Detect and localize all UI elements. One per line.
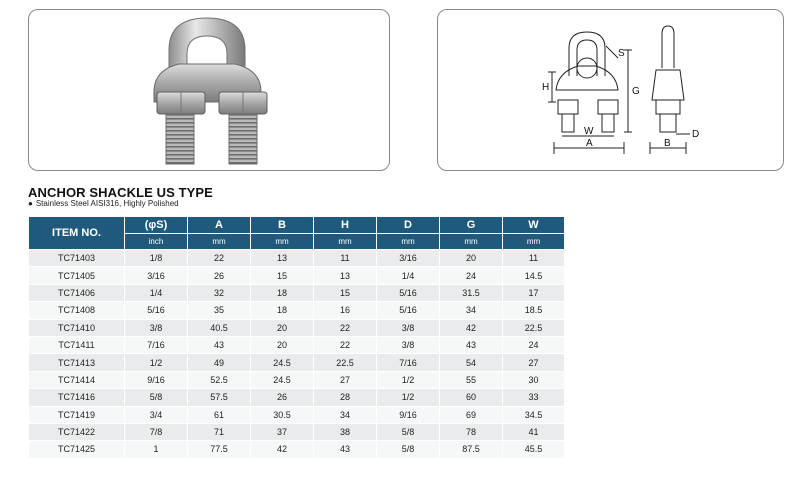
table-cell: 55 bbox=[440, 371, 503, 388]
unit-header: mm bbox=[251, 234, 314, 250]
dim-label-s: S bbox=[618, 48, 625, 59]
table-row bbox=[29, 389, 565, 406]
table-cell: 54 bbox=[440, 354, 503, 371]
table-cell: 34 bbox=[440, 302, 503, 319]
table-cell: 24 bbox=[503, 336, 565, 353]
table-cell: 1/2 bbox=[377, 389, 440, 406]
unit-header: mm bbox=[188, 234, 251, 250]
item-number-cell: TC71405 bbox=[29, 267, 125, 284]
table-cell: 33 bbox=[503, 389, 565, 406]
table-cell: 5/16 bbox=[125, 302, 188, 319]
table-cell: 31.5 bbox=[440, 284, 503, 301]
table-cell: 43 bbox=[440, 336, 503, 353]
column-header: W bbox=[503, 217, 565, 234]
column-header: (φS) bbox=[125, 217, 188, 234]
table-cell: 11 bbox=[503, 250, 565, 267]
table-row bbox=[29, 284, 565, 301]
unit-header: mm bbox=[314, 234, 377, 250]
item-number-cell: TC71419 bbox=[29, 406, 125, 423]
table-cell: 20 bbox=[440, 250, 503, 267]
table-row bbox=[29, 250, 565, 267]
table-cell: 15 bbox=[251, 267, 314, 284]
table-cell: 43 bbox=[188, 336, 251, 353]
dimension-diagram-panel bbox=[437, 9, 784, 171]
table-cell: 27 bbox=[314, 371, 377, 388]
column-header: B bbox=[251, 217, 314, 234]
table-cell: 14.5 bbox=[503, 267, 565, 284]
table-cell: 1/2 bbox=[125, 354, 188, 371]
table-cell: 28 bbox=[314, 389, 377, 406]
table-cell: 78 bbox=[440, 423, 503, 440]
table-cell: 9/16 bbox=[377, 406, 440, 423]
table-cell: 26 bbox=[251, 389, 314, 406]
unit-header: mm bbox=[503, 234, 565, 250]
product-subtitle bbox=[28, 199, 179, 208]
table-cell: 20 bbox=[251, 319, 314, 336]
table-cell: 60 bbox=[440, 389, 503, 406]
item-no-header: ITEM NO. bbox=[29, 217, 125, 250]
table-cell: 1/8 bbox=[125, 250, 188, 267]
table-cell: 20 bbox=[251, 336, 314, 353]
column-header: D bbox=[377, 217, 440, 234]
dim-label-d: D bbox=[692, 129, 700, 140]
table-cell: 30 bbox=[503, 371, 565, 388]
table-cell: 34 bbox=[314, 406, 377, 423]
dim-label-h: H bbox=[542, 82, 550, 93]
table-row bbox=[29, 354, 565, 371]
table-cell: 5/16 bbox=[377, 302, 440, 319]
table-row bbox=[29, 441, 565, 458]
table-row bbox=[29, 336, 565, 353]
column-header: A bbox=[188, 217, 251, 234]
table-cell: 1 bbox=[125, 441, 188, 458]
item-number-cell: TC71422 bbox=[29, 423, 125, 440]
item-number-cell: TC71403 bbox=[29, 250, 125, 267]
table-cell: 18.5 bbox=[503, 302, 565, 319]
table-cell: 30.5 bbox=[251, 406, 314, 423]
item-number-cell: TC71416 bbox=[29, 389, 125, 406]
table-cell: 49 bbox=[188, 354, 251, 371]
table-cell: 7/16 bbox=[125, 336, 188, 353]
table-cell: 22 bbox=[314, 319, 377, 336]
table-cell: 16 bbox=[314, 302, 377, 319]
table-cell: 3/8 bbox=[377, 319, 440, 336]
table-cell: 45.5 bbox=[503, 441, 565, 458]
table-cell: 3/8 bbox=[125, 319, 188, 336]
table-cell: 3/16 bbox=[377, 250, 440, 267]
table-cell: 61 bbox=[188, 406, 251, 423]
table-row bbox=[29, 406, 565, 423]
table-cell: 5/8 bbox=[377, 423, 440, 440]
column-header: G bbox=[440, 217, 503, 234]
table-cell: 22.5 bbox=[503, 319, 565, 336]
table-cell: 5/8 bbox=[125, 389, 188, 406]
table-cell: 3/16 bbox=[125, 267, 188, 284]
table-cell: 42 bbox=[440, 319, 503, 336]
table-cell: 24.5 bbox=[251, 371, 314, 388]
unit-header: mm bbox=[377, 234, 440, 250]
table-cell: 5/8 bbox=[377, 441, 440, 458]
table-row bbox=[29, 302, 565, 319]
table-cell: 57.5 bbox=[188, 389, 251, 406]
item-number-cell: TC71406 bbox=[29, 284, 125, 301]
table-row bbox=[29, 423, 565, 440]
table-cell: 43 bbox=[314, 441, 377, 458]
dim-label-w: W bbox=[584, 126, 594, 137]
bullet-icon: ● bbox=[28, 199, 33, 208]
table-cell: 40.5 bbox=[188, 319, 251, 336]
dim-label-a: A bbox=[586, 138, 593, 149]
table-cell: 24 bbox=[440, 267, 503, 284]
table-cell: 1/4 bbox=[125, 284, 188, 301]
dim-label-g: G bbox=[632, 86, 640, 97]
table-cell: 9/16 bbox=[125, 371, 188, 388]
table-cell: 52.5 bbox=[188, 371, 251, 388]
table-cell: 35 bbox=[188, 302, 251, 319]
table-cell: 5/16 bbox=[377, 284, 440, 301]
dim-label-b: B bbox=[664, 138, 671, 149]
material-description: Stainless Steel AISI316, Highly Polished bbox=[35, 199, 179, 208]
item-number-cell: TC71414 bbox=[29, 371, 125, 388]
item-number-cell: TC71408 bbox=[29, 302, 125, 319]
item-number-cell: TC71413 bbox=[29, 354, 125, 371]
product-photo-panel bbox=[28, 9, 390, 171]
table-cell: 13 bbox=[251, 250, 314, 267]
dimension-drawing bbox=[438, 10, 783, 170]
table-cell: 22 bbox=[188, 250, 251, 267]
column-header: H bbox=[314, 217, 377, 234]
table-cell: 26 bbox=[188, 267, 251, 284]
table-cell: 18 bbox=[251, 302, 314, 319]
item-number-cell: TC71425 bbox=[29, 441, 125, 458]
table-cell: 42 bbox=[251, 441, 314, 458]
table-cell: 7/16 bbox=[377, 354, 440, 371]
table-cell: 1/4 bbox=[377, 267, 440, 284]
product-title: ANCHOR SHACKLE US TYPE bbox=[28, 185, 213, 200]
table-cell: 71 bbox=[188, 423, 251, 440]
table-cell: 41 bbox=[503, 423, 565, 440]
table-cell: 34.5 bbox=[503, 406, 565, 423]
table-cell: 32 bbox=[188, 284, 251, 301]
spec-table bbox=[28, 216, 565, 459]
item-number-cell: TC71411 bbox=[29, 336, 125, 353]
table-cell: 7/8 bbox=[125, 423, 188, 440]
unit-header: mm bbox=[440, 234, 503, 250]
unit-header: inch bbox=[125, 234, 188, 250]
table-cell: 38 bbox=[314, 423, 377, 440]
table-cell: 17 bbox=[503, 284, 565, 301]
table-row bbox=[29, 319, 565, 336]
table-cell: 15 bbox=[314, 284, 377, 301]
table-row bbox=[29, 371, 565, 388]
table-cell: 3/8 bbox=[377, 336, 440, 353]
table-cell: 24.5 bbox=[251, 354, 314, 371]
table-cell: 37 bbox=[251, 423, 314, 440]
table-cell: 3/4 bbox=[125, 406, 188, 423]
wire-rope-clip-photo bbox=[29, 10, 389, 170]
item-number-cell: TC71410 bbox=[29, 319, 125, 336]
table-cell: 18 bbox=[251, 284, 314, 301]
table-cell: 11 bbox=[314, 250, 377, 267]
table-row bbox=[29, 267, 565, 284]
table-cell: 69 bbox=[440, 406, 503, 423]
table-cell: 27 bbox=[503, 354, 565, 371]
table-cell: 1/2 bbox=[377, 371, 440, 388]
table-cell: 87.5 bbox=[440, 441, 503, 458]
table-cell: 22.5 bbox=[314, 354, 377, 371]
table-header-row bbox=[29, 217, 565, 234]
table-cell: 22 bbox=[314, 336, 377, 353]
table-cell: 13 bbox=[314, 267, 377, 284]
table-cell: 77.5 bbox=[188, 441, 251, 458]
